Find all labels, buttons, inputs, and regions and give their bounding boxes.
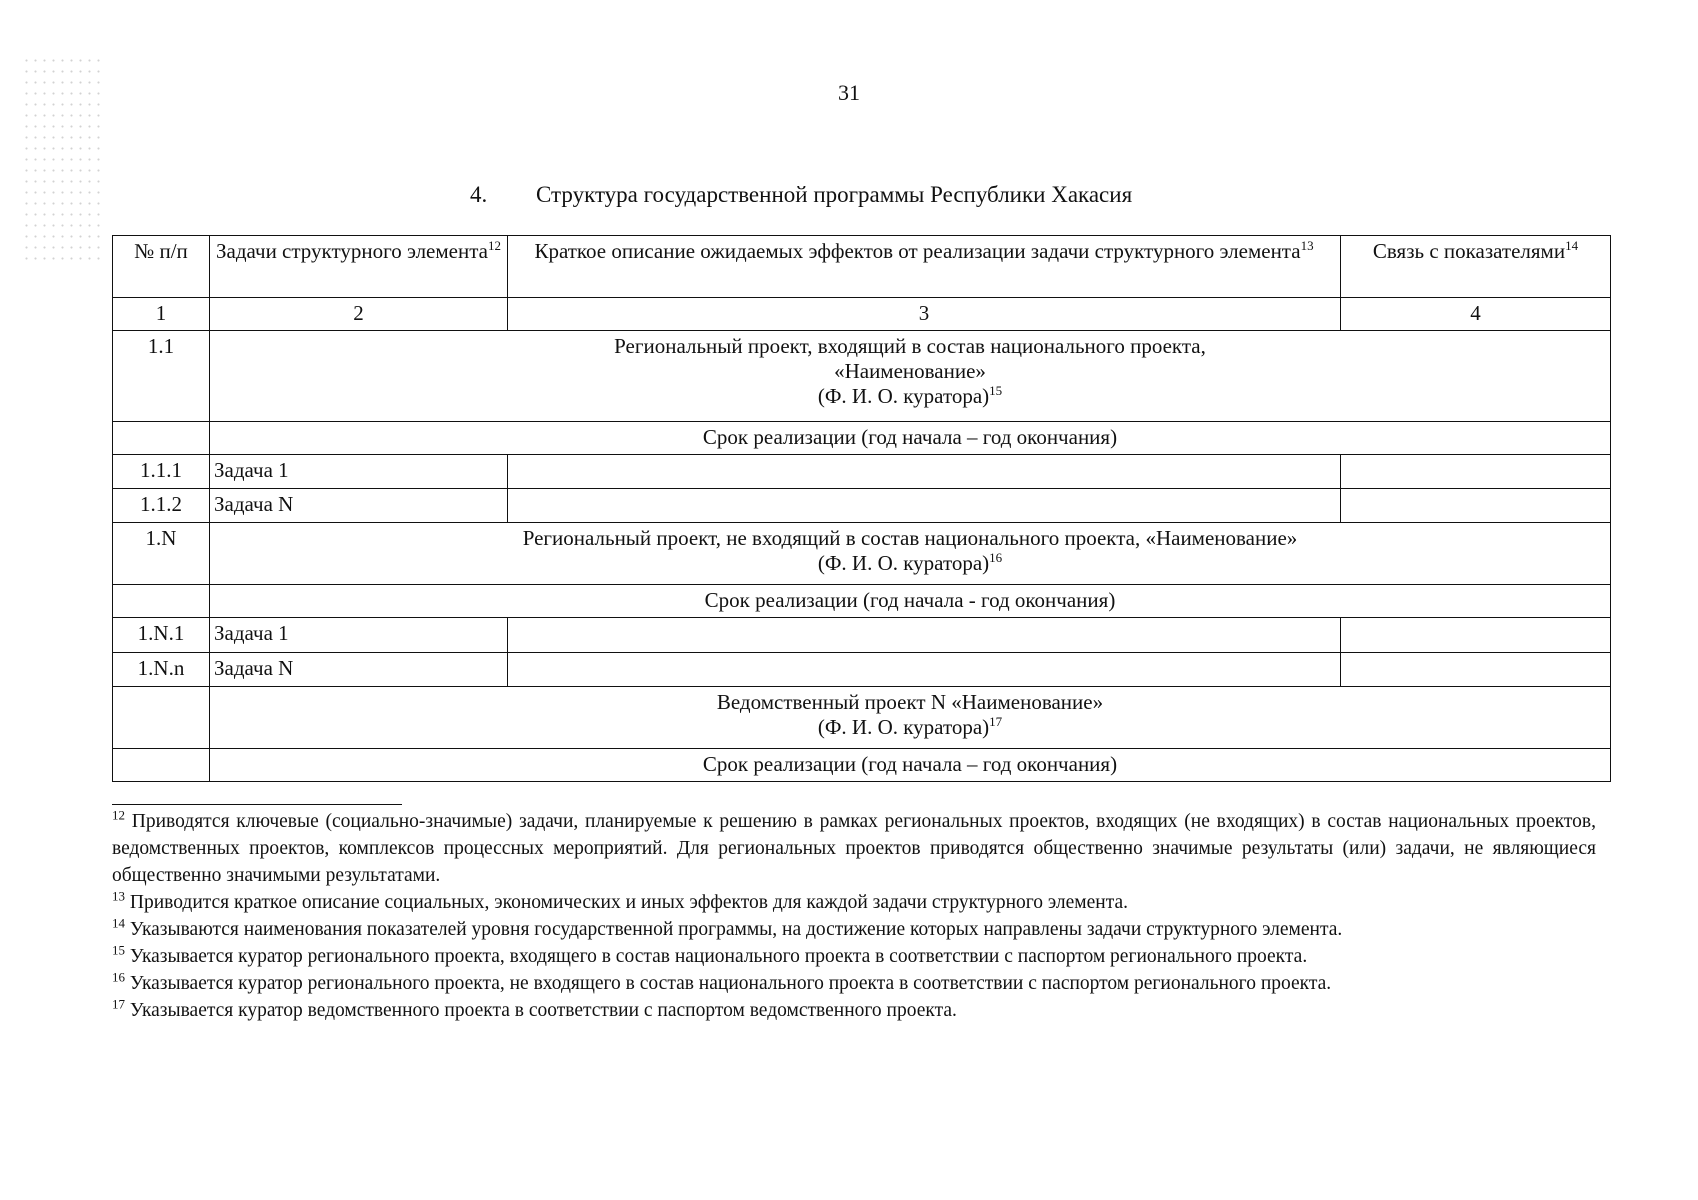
footnote-divider xyxy=(112,804,402,805)
empty-cell xyxy=(113,585,210,618)
footnote-text: Указывается куратор регионального проекта, входящего в состав национального проекта в соответствии с паспортом регионального проекта. xyxy=(129,946,1308,967)
project-title xyxy=(210,523,1611,585)
footnote-ref: 17 xyxy=(989,714,1003,729)
header-tasks xyxy=(210,236,508,298)
project-title xyxy=(210,331,1611,422)
footnote xyxy=(112,970,1596,997)
page-number: 31 xyxy=(838,80,860,105)
row-num: 1.1.1 xyxy=(113,455,210,489)
empty-cell xyxy=(113,687,210,749)
header-tasks-text: Задачи структурного элемента xyxy=(216,239,488,263)
project-title-line: «Наименование» xyxy=(834,359,986,383)
footnote-text: Указывается куратор ведомственного проекта в соответствии с паспортом ведомственного проекта. xyxy=(129,1000,957,1021)
project-title-line: Ведомственный проект N «Наименование» xyxy=(716,690,1104,714)
footnote-number: 12 xyxy=(112,807,125,823)
link-cell xyxy=(1341,653,1611,687)
col-number: 1 xyxy=(113,298,210,331)
header-effects-text: Краткое описание ожидаемых эффектов от реализации задачи структурного элемента xyxy=(534,239,1301,263)
task-name: Задача 1 xyxy=(210,618,508,653)
project-title xyxy=(210,687,1611,749)
project-curator xyxy=(214,715,1606,740)
footnote xyxy=(112,889,1596,916)
column-number-row xyxy=(113,298,1611,331)
project-curator-text: (Ф. И. О. куратора) xyxy=(817,551,990,575)
task-name: Задача 1 xyxy=(210,455,508,489)
footnote-number: 15 xyxy=(112,942,125,958)
footnote-text: Приводятся ключевые (социально-значимые) задачи, планируемые к решению в рамках региональных проектов, входящих (не входящих) в состав национальных проектов, ведомственных проектов, комплексов процессных мероприятий. Для региональных проектов приводятся общественно значимые результаты (или) задачи, не являющиеся общественно значимыми результатами. xyxy=(112,811,1597,886)
row-num: 1.1 xyxy=(113,331,210,422)
project-title-line: Региональный проект, входящий в состав национального проекта, xyxy=(614,334,1206,358)
effects-cell xyxy=(508,455,1341,489)
link-cell xyxy=(1341,455,1611,489)
header-row xyxy=(113,236,1611,298)
project-title-line: Региональный проект, не входящий в состав национального проекта, «Наименование» xyxy=(522,526,1298,550)
footnote-text: Указывается куратор регионального проекта, не входящего в состав национального проекта в соответствии с паспортом регионального проекта. xyxy=(129,973,1332,994)
project-curator-text: (Ф. И. О. куратора) xyxy=(817,384,990,408)
term-text: Срок реализации (год начала - год окончания) xyxy=(210,585,1611,618)
col-number: 2 xyxy=(210,298,508,331)
footnote xyxy=(112,943,1596,970)
footnote-ref: 16 xyxy=(989,550,1003,565)
term-row xyxy=(113,422,1611,455)
task-name: Задача N xyxy=(210,489,508,523)
project-curator xyxy=(214,551,1606,576)
term-text: Срок реализации (год начала – год окончания) xyxy=(210,749,1611,782)
col-number: 3 xyxy=(508,298,1341,331)
task-row xyxy=(113,489,1611,523)
footnotes xyxy=(112,808,1596,1024)
link-cell xyxy=(1341,618,1611,653)
effects-cell xyxy=(508,489,1341,523)
term-row xyxy=(113,585,1611,618)
structure-table xyxy=(112,235,1611,782)
footnote-text: Приводится краткое описание социальных, экономических и иных эффектов для каждой задачи структурного элемента. xyxy=(129,892,1129,913)
header-link xyxy=(1341,236,1611,298)
header-effects xyxy=(508,236,1341,298)
project-curator xyxy=(214,384,1606,409)
row-num: 1.N.1 xyxy=(113,618,210,653)
row-num: 1.N xyxy=(113,523,210,585)
footnote-ref: 15 xyxy=(989,383,1003,398)
footnote-number: 13 xyxy=(112,888,125,904)
project-row xyxy=(113,523,1611,585)
footnote-ref: 14 xyxy=(1565,238,1579,253)
project-row xyxy=(113,687,1611,749)
footnote-number: 14 xyxy=(112,915,125,931)
footnote-text: Указываются наименования показателей уровня государственной программы, на достижение которых направлены задачи структурного элемента. xyxy=(129,919,1343,940)
section-title xyxy=(470,182,1132,208)
project-row xyxy=(113,331,1611,422)
footnote-number: 16 xyxy=(112,969,125,985)
footnote-ref: 12 xyxy=(487,238,501,253)
effects-cell xyxy=(508,653,1341,687)
section-title-text: Структура государственной программы Республики Хакасия xyxy=(536,182,1133,207)
empty-cell xyxy=(113,422,210,455)
section-number: 4. xyxy=(470,182,488,207)
row-num: 1.1.2 xyxy=(113,489,210,523)
task-name: Задача N xyxy=(210,653,508,687)
term-row xyxy=(113,749,1611,782)
task-row xyxy=(113,653,1611,687)
header-link-text: Связь с показателями xyxy=(1372,239,1566,263)
col-number: 4 xyxy=(1341,298,1611,331)
task-row xyxy=(113,455,1611,489)
header-num: № п/п xyxy=(113,236,210,298)
project-curator-text: (Ф. И. О. куратора) xyxy=(817,715,990,739)
effects-cell xyxy=(508,618,1341,653)
footnote xyxy=(112,808,1596,889)
row-num: 1.N.n xyxy=(113,653,210,687)
footnote-number: 17 xyxy=(112,996,125,1012)
term-text: Срок реализации (год начала – год окончания) xyxy=(210,422,1611,455)
footnote xyxy=(112,997,1596,1024)
empty-cell xyxy=(113,749,210,782)
footnote xyxy=(112,916,1596,943)
link-cell xyxy=(1341,489,1611,523)
footnote-ref: 13 xyxy=(1300,238,1314,253)
task-row xyxy=(113,618,1611,653)
